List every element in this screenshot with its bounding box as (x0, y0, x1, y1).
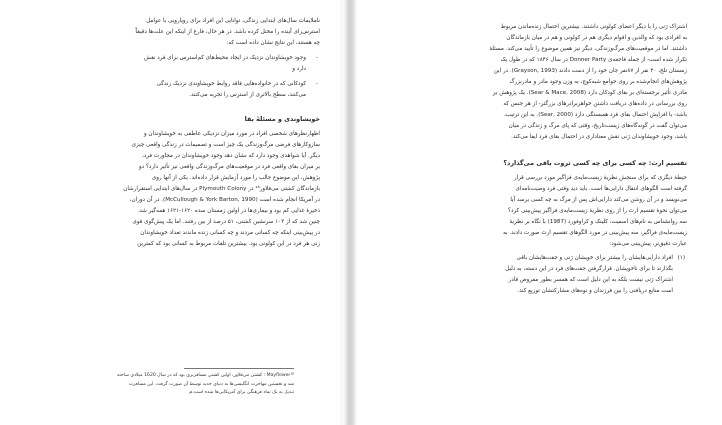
right-text-column (397, 22, 687, 297)
text-line: بر میزان بقای واقعی فرد در موقعیت‌های مرگ‌وزندگی واقعی نیز تأثیر دارد؟ دو (138, 164, 320, 170)
bullet-mark: - (315, 55, 318, 61)
text-line: سازوکارهای فرضی مرگ‌وزندگی یک چیز است و تصمیمات در زندگی واقعی چیزی (131, 142, 320, 148)
bullet-item (24, 53, 320, 75)
text-line: تکرار شده است- از جمله فاجعه‌ی Donner Party در سال ۱۸۴۶ که در طول یک (500, 57, 687, 63)
text-line: اشتراک ژنی نیست بلکه به این دلیل است که همسر بطور مفروض قادر (508, 277, 673, 283)
text-line: داشتند. اما در موقعیت‌های مرگ‌وزندگی، دیگر نیز همین موضوع را تأیید می‌کند. مسئلهٔ (489, 46, 687, 52)
text-line: پژوهش‌های انجام‌شده بر روی جوامع شبه‌کوچ، به وزن وجود مادر و مادربزرگ (509, 79, 687, 85)
text-line: می‌کنند، سطح بالاتری از استرس را تجربه می‌کنند. (189, 92, 306, 98)
section-heading: خویشاوندی و مسئلهٔ بقا (244, 115, 320, 123)
text-line: است منابع دریافتی را بین فرزندان و نوه‌های مشارکتشان توزیع کند. (517, 288, 673, 294)
footnote-line: تبدیل به یک نماد فرهنگی برای آمریکایی‌ها شده است.م (189, 390, 294, 395)
text-line: زمستان تلخ، ۴۰ نفر از ۸۷نفر جان خود را از دست دادند (Grayson, 1993). در این (493, 68, 687, 74)
footnote-divider (184, 368, 294, 369)
text-line: باشد، وجود خویشاوندان ژنی نقش معناداری در احتمال بقای فرد ایفا می‌کند. (511, 134, 687, 140)
text-line: زنی هر فرد در این کولونی بود. بیشترین تلفات مربوط به کسانی بود که کمترین (137, 241, 320, 247)
footnote (24, 372, 294, 398)
text-line: سه روانشناس به نام‌های اسمیت، کلینک و کراوفورد (1987) با نگاه بر نظریهٔ (509, 219, 687, 225)
text-line: ذخیرهٔ غذایی کم بود و بیماری‌ها در اولین زمستان سده ۱۶۲۰-۱۶۲۱ همه‌گیر شد. (137, 208, 320, 214)
book-gutter (343, 0, 357, 425)
text-line: اشتراک ژنی را با دیگر اعضای کولونی داشتند. بیشترین احتمال زنده‌ماندن مربوط (500, 24, 687, 30)
text-line: کودکانی که در خانواده‌هایی فاقد روابط خویشاوندی نزدیک زندگی (156, 81, 306, 87)
text-line: پژوهش، این موضوع جالب را مورد آزمایش قرار داده‌اند. یکی از آنها روی (151, 175, 320, 181)
text-line: مادری تأثیر برجسته‌ای بر بقای کودکان دارد (Sear & Mace, 2008). یک پژوهش بر (492, 90, 687, 96)
bullet-mark: - (315, 81, 318, 87)
numbered-item (397, 253, 687, 297)
text-line: زیست‌مایه‌ی فراگیر، سه پیش‌بینی در مورد الگوهای تقسیم ارث صورت دادند. به (503, 230, 687, 236)
number-mark: (۱) (677, 255, 685, 261)
text-line: در پیش‌بینی اینکه چه کسانی مردند و چه کسانی زنده ماندند تعداد خویشاوندان (140, 230, 320, 236)
text-line: استرس‌زای آینده را مختل کرده باشد. در هر حال، فارغ از اینکه این علت‌ها دقیقاً (135, 29, 320, 35)
text-line: دیگر. آیا شواهدی وجود دارد که نشان دهد وجود خویشاوندان در مجاورت فرد، (142, 153, 320, 159)
text-line: می‌نویسد و در آن روشن می‌کند دارایی‌اش پس از مرگ به چه کسی برسد آیا (510, 197, 687, 203)
text-line: حیطهٔ دیگری که برای سنجش نظریهٔ زیست‌مایه‌ی فراگیر مورد بررسی قرار (513, 175, 687, 181)
text-line: وجود خویشاوندان نزدیک در ایجاد محیط‌های کم‌استرس برای فرد نقش (143, 55, 306, 61)
footnote-line: شد و نخستین مهاجرت انگلیسی‌ها به دنیای جدید توسط آن صورت گرفت. این مسافرت (128, 381, 294, 387)
text-line: چنین شد که از ۱۰۳ سرنشین کشتی، ۵۱ درصد از بین رفتند. اما یک پیش‌گوی قوی (132, 219, 320, 225)
section-heading: تقسیم ارث: چه کسی برای چه کسی ثروت باقی می‌گذارد؟ (503, 159, 687, 167)
text-line: عبارت دقیق‌تر، پیش‌بینی می‌شود: (609, 241, 687, 247)
text-line: روی بررسانی در داده‌های دریافت داشتن خواهربرادرهای بزرگتر- از هر جنس که (503, 101, 687, 107)
text-line: دارد و (292, 66, 306, 72)
text-line: چه هستند، این نتایج نشان داده است که: (226, 40, 320, 46)
text-line: بازماندگان کشتی می‌فلاور¹⁸ در Plymouth Colony در سال‌های ابتدایی استقرارشان (123, 186, 320, 192)
text-line: گرفته است الگوهای انتقال دارایی‌ها است. باید دید وقتی فرد وصیت‌نامه‌ای (515, 186, 687, 192)
footnote-line: Mayflower¹⁸ : کشتی می‌فلاور، اولین کشتی مسافربری بود که در سال 1620 میلادی ساخته (117, 373, 294, 378)
left-text-column (24, 16, 320, 250)
text-line: می‌توان گفت در گونه‌گاه‌های زیست‌تاریخ، وقتی که پای مرگ و زندگی در میان (508, 123, 687, 129)
text-line: به افرادی بود که والدین و اقوام دیگری هم در کولونی و هم در میان بازماندگان (506, 35, 687, 41)
left-page (0, 0, 343, 425)
text-line: اظهارنظرهای شخصی افراد در مورد میزان نزدیکی عاطفی به خویشاوندان و (143, 131, 320, 137)
text-line: بگذارند تا برای ناخویشان. قرارگرفتن جفت‌های فرد در این دسته، به دلیل (505, 266, 673, 272)
text-line: افراد دارایی‌هایشان را بیشتر برای خویشان ژنی و جفت‌هایشان باقی (516, 255, 673, 261)
text-line: باشد- با افزایش احتمال بقای فرد همبستگی دارد (Sear, 2000). به این ترتیب، (503, 112, 687, 118)
bullet-item (24, 79, 320, 101)
text-line: در آمریکا انجام شده است (McCullough & York Barton, 1990). در آن دوران، (129, 197, 320, 203)
text-line: می‌توان نحوهٔ تقسیم ارث را از روی نظریهٔ زیست‌مایه‌ی فراگیر پیش‌بینی کرد؟ (507, 208, 687, 214)
right-page (357, 0, 722, 425)
text-line: ناملایمات سال‌های ابتدایی زندگی، توانایی این افراد برای رویارویی با عوامل (146, 18, 320, 24)
